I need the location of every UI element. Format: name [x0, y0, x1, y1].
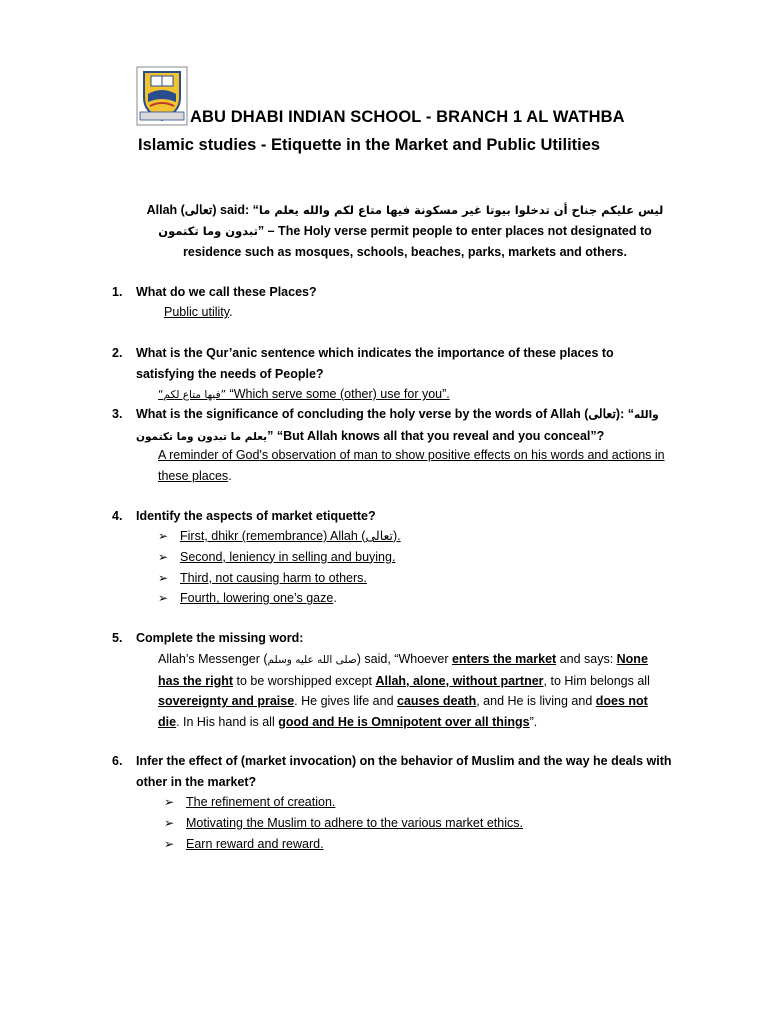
arrow-bullet-icon: ➢ [158, 570, 169, 585]
list-item-text: First, dhikr (remembrance) Allah (تعالى). [180, 529, 401, 543]
missing-word: Allah, alone, without partner [375, 673, 544, 688]
question-number: 4. [112, 509, 123, 523]
answer-2 [158, 384, 450, 406]
answer-text: Public utility [164, 305, 230, 319]
list-item-text: Earn reward and reward. [186, 836, 324, 851]
list-item-tail: . [333, 591, 337, 606]
question-text-a: What is the significance of concluding the holy verse by the words of Allah (تعالى): “ [136, 407, 634, 421]
question-number: 1. [112, 285, 123, 299]
answer-text: , and He is living and [476, 694, 596, 708]
missing-word: enters the market [451, 652, 557, 666]
list-item [158, 526, 401, 547]
answer-3 [158, 445, 678, 486]
list-item [164, 792, 523, 813]
question-number: 5. [112, 631, 123, 645]
question-4 [112, 506, 376, 527]
answer-text: , to Him belongs all [543, 673, 650, 688]
answer-english: “Which serve some (other) use for you”. [226, 387, 450, 401]
answer-1 [164, 302, 233, 323]
answer-text: A reminder of God's observation of man to show positive effects on his words and actions in these places [158, 448, 665, 483]
answer-text: ”. [529, 714, 538, 729]
answer-text: to be worshipped except [233, 673, 376, 688]
subject-title: Islamic studies - Etiquette in the Market and Public Utilities [138, 136, 601, 154]
answer-arabic: صلى الله عليه وسلم [267, 654, 357, 666]
question-text: What is the Qur’anic sentence which indicates the importance of these places to satisfying the needs of People? [136, 346, 614, 381]
arrow-bullet-icon: ➢ [164, 795, 175, 809]
list-item [158, 547, 401, 568]
question-text: Complete the missing word: [136, 631, 304, 645]
arrow-bullet-icon: ➢ [164, 836, 175, 851]
question-number: 6. [112, 754, 123, 768]
list-item-text: The refinement of creation. [186, 795, 336, 809]
question-3 [112, 404, 682, 447]
missing-word: good and He is Omnipotent over all things [278, 714, 530, 729]
question-number: 3. [112, 407, 123, 421]
question-1 [112, 282, 317, 303]
question-text: What do we call these Places? [136, 285, 317, 299]
answer-tail: . [228, 468, 232, 483]
intro-prefix: Allah (تعالى) said: “ [146, 203, 259, 217]
missing-word: does not die [158, 694, 648, 729]
answer-text: and says: [556, 652, 617, 666]
school-title: ABU DHABI INDIAN SCHOOL - BRANCH 1 AL WATHBA [190, 108, 625, 126]
answer-text: Allah’s Messenger ( [158, 652, 268, 666]
list-item-text: Fourth, lowering one’s gaze [180, 591, 334, 606]
arrow-bullet-icon: ➢ [158, 549, 169, 564]
question-text-b: ” “But Allah knows all that you reveal and you conceal”? [267, 428, 605, 443]
question-number: 2. [112, 346, 123, 360]
answer-arabic: “فيها متاع لكم” [158, 389, 227, 401]
list-item [158, 588, 401, 609]
missing-word: None has the right [158, 652, 648, 688]
effects-list [164, 792, 523, 854]
answer-tail: . [229, 305, 233, 319]
question-5 [112, 628, 303, 649]
answer-text: . He gives life and [294, 694, 398, 708]
intro-paragraph [130, 200, 680, 263]
question-arabic: والله يعلم ما تبدون وما تكتمون [136, 409, 659, 443]
etiquette-list [158, 526, 401, 609]
answer-text: . In His hand is all [176, 714, 279, 729]
arrow-bullet-icon: ➢ [164, 815, 175, 830]
list-item [164, 834, 523, 855]
list-item-text: Third, not causing harm to others. [180, 570, 367, 585]
intro-rest: ” – The Holy verse permit people to enter places not designated to residence such as mosques, schools, beaches, parks, markets and others. [183, 224, 652, 259]
question-6 [112, 751, 682, 792]
list-item-text: Motivating the Muslim to adhere to the various market ethics. [186, 815, 523, 830]
question-2 [112, 343, 672, 384]
list-item-text: Second, leniency in selling and buying. [180, 549, 396, 564]
list-item [158, 568, 401, 589]
intro-arabic-verse: ليس عليكم جناح أن تدخلوا بيوتا غير مسكونة فيها متاع لكم والله يعلم ما تبدون وما تكتمون [158, 203, 664, 238]
list-item [164, 813, 523, 834]
answer-text: ) said, “Whoever [356, 652, 452, 666]
missing-word: sovereignty and praise [158, 694, 295, 708]
answer-5 [158, 649, 668, 732]
school-logo [136, 66, 188, 126]
question-text: Identify the aspects of market etiquette? [136, 509, 376, 523]
question-text: Infer the effect of (market invocation) on the behavior of Muslim and the way he deals with other in the market? [136, 754, 672, 789]
arrow-bullet-icon: ➢ [158, 529, 169, 543]
arrow-bullet-icon: ➢ [158, 591, 169, 606]
missing-word: causes death [397, 694, 477, 708]
